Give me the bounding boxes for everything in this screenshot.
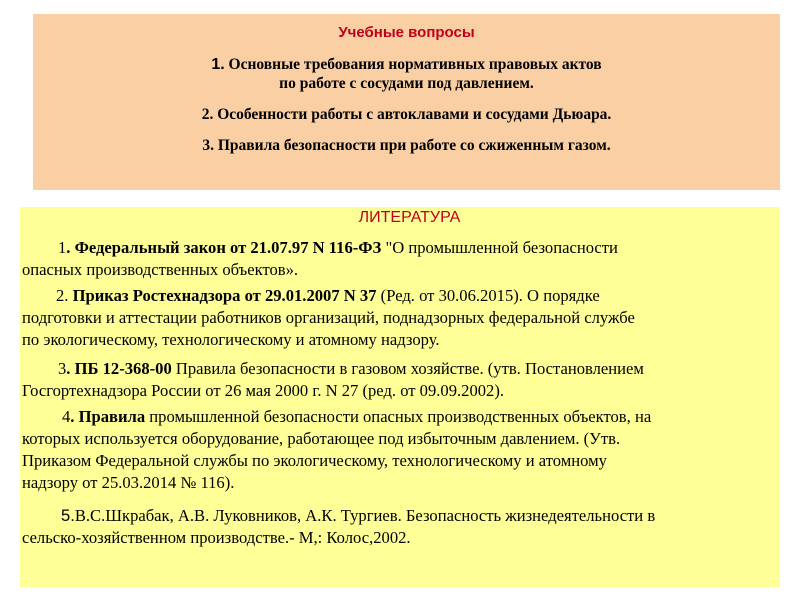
question-1-text: Основные требования нормативных правовых актов [224, 56, 602, 73]
reference-text: "О промышленной безопасности [381, 238, 618, 257]
reference-text: которых используется оборудование, работающее под избыточным давлением. (Утв. [22, 429, 621, 448]
reference-text: подготовки и аттестации работников организаций, поднадзорных федеральной службе [22, 308, 635, 327]
reference-text: В.С.Шкрабак, А.В. Луковников, А.К. Тургиев. Безопасность жизнедеятельности в [74, 506, 656, 525]
reference-bold-title: . ПБ 12-368-00 [66, 359, 172, 378]
reference-text: Правила безопасности в газовом хозяйстве. (утв. Постановлением [171, 359, 644, 378]
reference-2 [22, 285, 763, 351]
reference-bold-title: . Федеральный закон от 21.07.97 N 116-ФЗ [66, 238, 382, 257]
reference-text: сельско-хозяйственном производстве.- М,: Колос,2002. [22, 528, 411, 547]
reference-number: 2. [56, 286, 69, 305]
reference-text: надзору от 25.03.2014 № 116). [22, 473, 235, 492]
reference-5 [22, 505, 763, 549]
reference-text: опасных производственных объектов». [22, 260, 299, 279]
reference-text: по экологическому, технологическому и атомному надзору. [22, 330, 440, 349]
reference-number: 1 [58, 238, 67, 257]
reference-number: 5. [61, 506, 75, 525]
reference-text: Госгортехнадзора России от 26 мая 2000 г. N 27 (ред. от 09.09.2002). [22, 381, 505, 400]
reference-number: 4 [62, 407, 71, 426]
questions-title: Учебные вопросы [338, 24, 475, 41]
question-1 [33, 55, 780, 93]
reference-bold-title: Приказ Ростехнадзора от 29.01.2007 N 37 [68, 286, 377, 305]
reference-text: промышленной безопасности опасных производственных объектов, на [145, 407, 652, 426]
reference-4 [22, 406, 763, 494]
reference-text: (Ред. от 30.06.2015). О порядке [376, 286, 600, 305]
question-3: 3. Правила безопасности при работе со сжиженным газом. [202, 137, 611, 154]
question-1-continuation: по работе с сосудами под давлением. [279, 75, 534, 92]
literature-panel [20, 207, 780, 587]
study-questions-panel [33, 14, 780, 190]
question-1-number: 1. [211, 56, 225, 73]
reference-3 [22, 358, 763, 402]
reference-1 [22, 237, 763, 281]
reference-bold-title: . Правила [70, 407, 146, 426]
question-2: 2. Особенности работы с автоклавами и сосудами Дьюара. [201, 106, 612, 123]
reference-number: 3 [58, 359, 67, 378]
reference-text: Приказом Федеральной службы по экологическому, технологическому и атомному [22, 451, 607, 470]
literature-title: ЛИТЕРАТУРА [358, 209, 461, 226]
